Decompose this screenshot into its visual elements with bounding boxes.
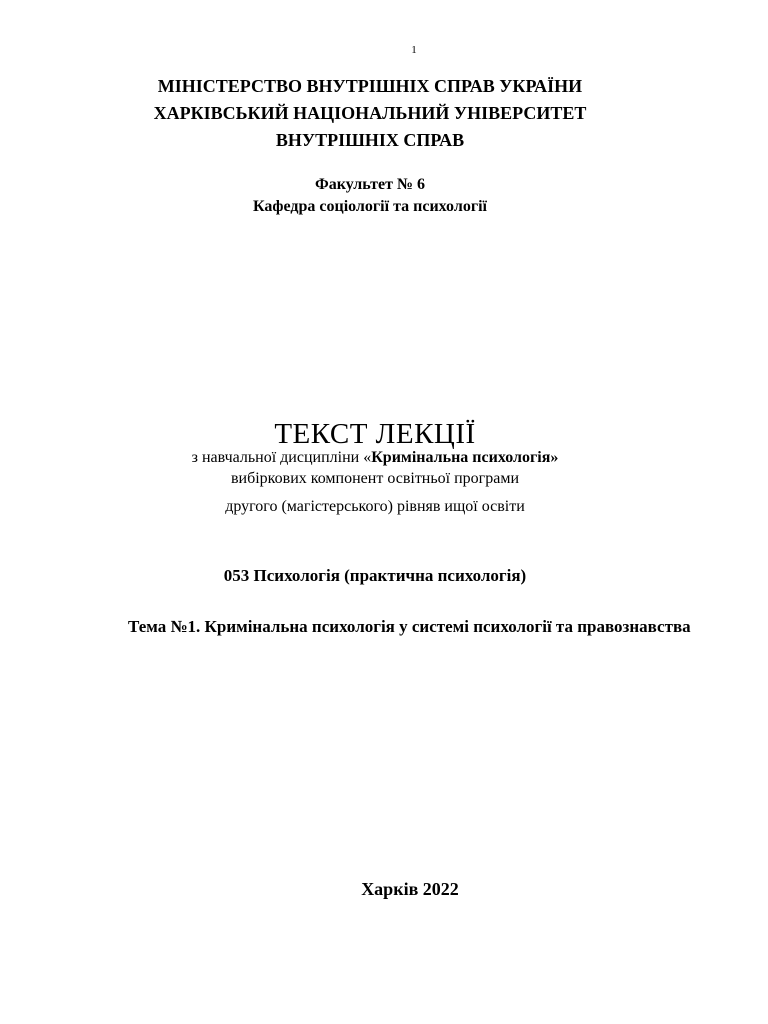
lecture-topic: Тема №1. Кримінальна психологія у системі психології та правознавства (128, 617, 691, 636)
ministry-title-line-2: ХАРКІВСЬКИЙ НАЦІОНАЛЬНИЙ УНІВЕРСИТЕТ (153, 103, 587, 123)
components-line: вибіркових компонент освітньої програми (230, 470, 520, 487)
faculty-label: Факультет № 6 (314, 176, 426, 193)
document-title: ТЕКСТ ЛЕКЦІЇ (274, 418, 476, 450)
ministry-title-line-1: МІНІСТЕРСТВО ВНУТРІШНІХ СПРАВ УКРАЇНИ (157, 76, 583, 96)
city-year: Харків 2022 (361, 879, 459, 899)
discipline-name: Кримінальна психологія (371, 449, 551, 466)
ministry-title-line-3: ВНУТРІШНІХ СПРАВ (275, 130, 465, 150)
department-label: Кафедра соціології та психології (253, 198, 487, 215)
page-number: 1 (411, 44, 417, 56)
discipline-suffix: » (550, 449, 559, 466)
discipline-prefix: з навчальної дисципліни « (191, 449, 372, 466)
education-level-line: другого (магістерського) рівняв ищої освіти (225, 498, 525, 515)
discipline-line (110, 449, 640, 467)
specialty-label: 053 Психологія (практична психологія) (223, 566, 527, 585)
